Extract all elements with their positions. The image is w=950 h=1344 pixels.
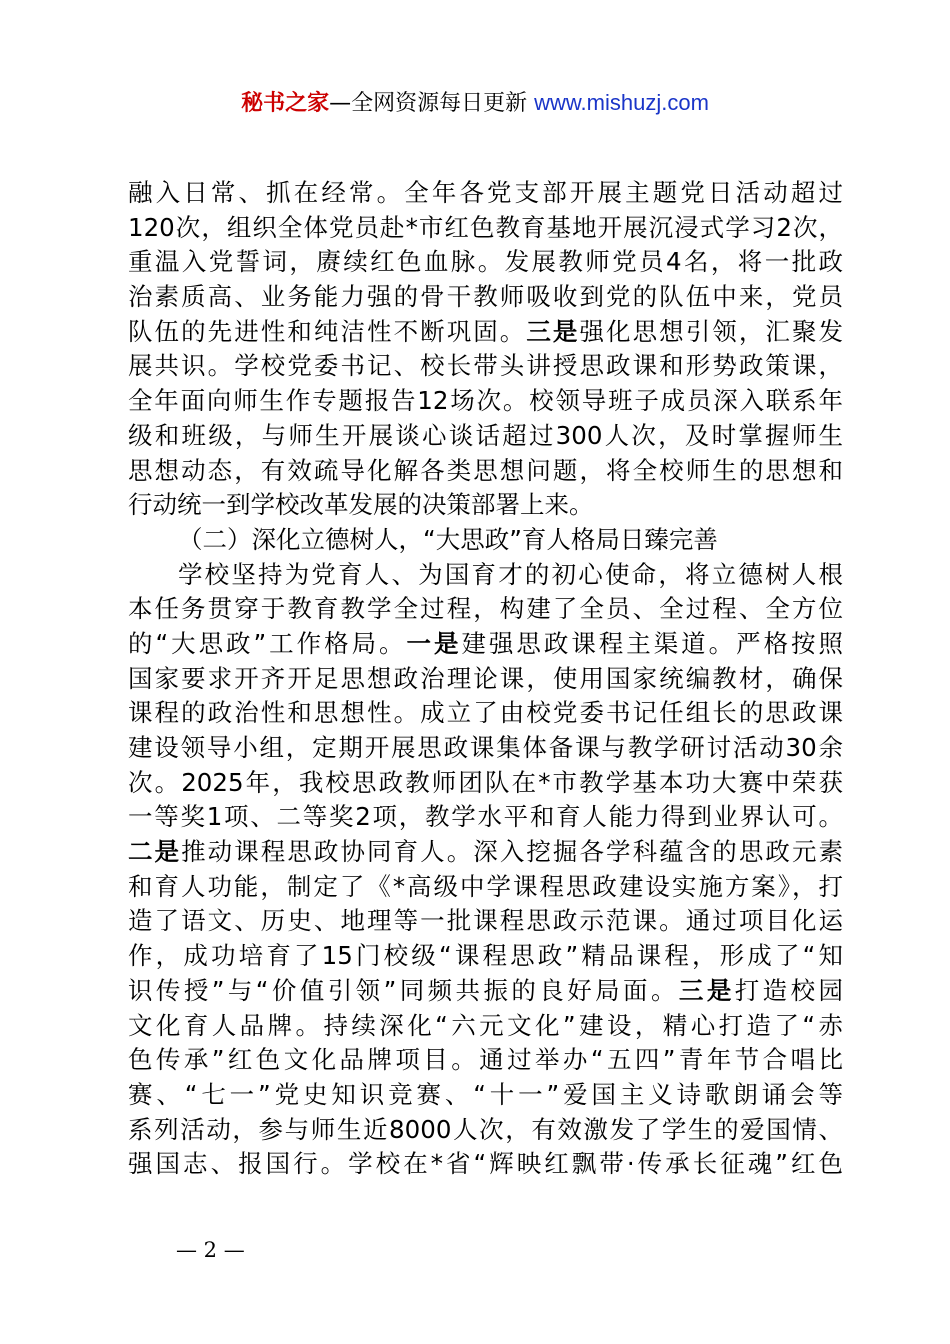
site-header [0,86,950,121]
text-segment: （二）深化立德树人，“大思政”育人格局日臻完善 [178,524,718,554]
text-line [128,800,843,835]
text-segment: 队伍的先进性和纯洁性不断巩固。 [128,316,527,346]
text-segment: 作，成功培育了15门校级“课程思政”精品课程，形成了“知 [128,941,843,971]
text-segment: 国家要求开齐开足思想政治理论课，使用国家统编教材，确保 [128,663,843,693]
text-line [128,1113,843,1148]
text-line [128,211,843,246]
text-segment: 重温入党誓词，赓续红色血脉。发展教师党员4名，将一批政 [128,247,843,277]
text-segment: 赛、“七一”党史知识竞赛、“十一”爱国主义诗歌朗诵会等 [128,1079,843,1109]
text-line [128,280,843,315]
text-line [128,315,843,350]
text-line [128,696,843,731]
text-line [128,419,843,454]
text-line [128,558,843,593]
bold-marker: 一是 [406,628,462,658]
text-line [128,245,843,280]
text-line [128,349,843,384]
text-line [128,835,843,870]
site-url-link[interactable]: www.mishuzj.com [534,90,709,115]
text-line [128,1078,843,1113]
text-segment: 全年面向师生作专题报告12场次。校领导班子成员深入联系年 [128,386,843,416]
text-line [128,731,843,766]
bold-marker: 三是 [526,316,580,346]
text-segment: 级和班级，与师生开展谈心谈话超过300人次，及时掌握师生 [128,420,843,450]
text-segment: 课程的政治性和思想性。成立了由校党委书记任组长的思政课 [128,698,843,728]
text-segment: 打造校园 [734,975,844,1005]
text-segment: 一等奖1项、二等奖2项，教学水平和育人能力得到业界认可。 [128,802,843,832]
text-segment: 建强思政课程主渠道。严格按照 [461,628,844,658]
document-body [128,176,843,1182]
text-segment: 行动统一到学校改革发展的决策部署上来。 [128,490,594,520]
text-segment: 和育人功能，制定了《*高级中学课程思政建设实施方案》，打 [128,871,843,901]
text-line [128,904,843,939]
text-segment: 强国志、报国行。学校在*省“辉映红飘带·传承长征魂”红色 [128,1149,843,1179]
text-line [128,523,843,558]
text-segment: 的“大思政”工作格局。 [128,628,407,658]
text-line [128,454,843,489]
text-segment: 识传授”与“价值引领”同频共振的良好局面。 [128,975,679,1005]
text-segment: 色传承”红色文化品牌项目。通过举办“五四”青年节合唱比 [128,1045,843,1075]
text-line [128,974,843,1009]
text-segment: 展共识。学校党委书记、校长带头讲授思政课和形势政策课， [128,351,843,381]
text-line [128,627,843,662]
text-segment: 系列活动，参与师生近8000人次，有效激发了学生的爱国情、 [128,1114,843,1144]
text-segment: 思想动态，有效疏导化解各类思想问题，将全校师生的思想和 [128,455,843,485]
text-line [128,384,843,419]
text-line [128,939,843,974]
text-segment: 文化育人品牌。持续深化“六元文化”建设，精心打造了“赤 [128,1010,843,1040]
text-segment: 本任务贯穿于教育教学全过程，构建了全员、全过程、全方位 [128,594,843,624]
bold-marker: 三是 [678,975,735,1005]
text-line [128,488,843,523]
text-segment: 治素质高、业务能力强的骨干教师吸收到党的队伍中来，党员 [128,282,843,312]
text-segment: 学校坚持为党育人、为国育才的初心使命，将立德树人根 [178,559,843,589]
text-line [128,870,843,905]
bold-marker: 二是 [128,837,182,867]
text-line [128,1043,843,1078]
text-segment: 推动课程思政协同育人。深入挖掘各学科蕴含的思政元素 [181,837,844,867]
text-line [128,176,843,211]
site-brand: 秘书之家 [241,91,330,116]
text-line [128,1009,843,1044]
text-segment: 次。2025年，我校思政教师团队在*市教学基本功大赛中荣获 [128,767,843,797]
text-segment: 强化思想引领，汇聚发 [579,316,844,346]
text-line [128,592,843,627]
text-segment: 融入日常、抓在经常。全年各党支部开展主题党日活动超过 [128,178,843,207]
page-number: — 2 — [176,1238,245,1262]
text-line [128,1147,843,1182]
site-slogan: —全网资源每日更新 [329,91,528,116]
text-segment: 造了语文、历史、地理等一批课程思政示范课。通过项目化运 [128,906,843,936]
text-line [128,662,843,697]
text-segment: 120次，组织全体党员赴*市红色教育基地开展沉浸式学习2次， [128,212,843,242]
text-segment: 建设领导小组，定期开展思政课集体备课与教学研讨活动30余 [128,733,843,762]
text-line [128,766,843,801]
